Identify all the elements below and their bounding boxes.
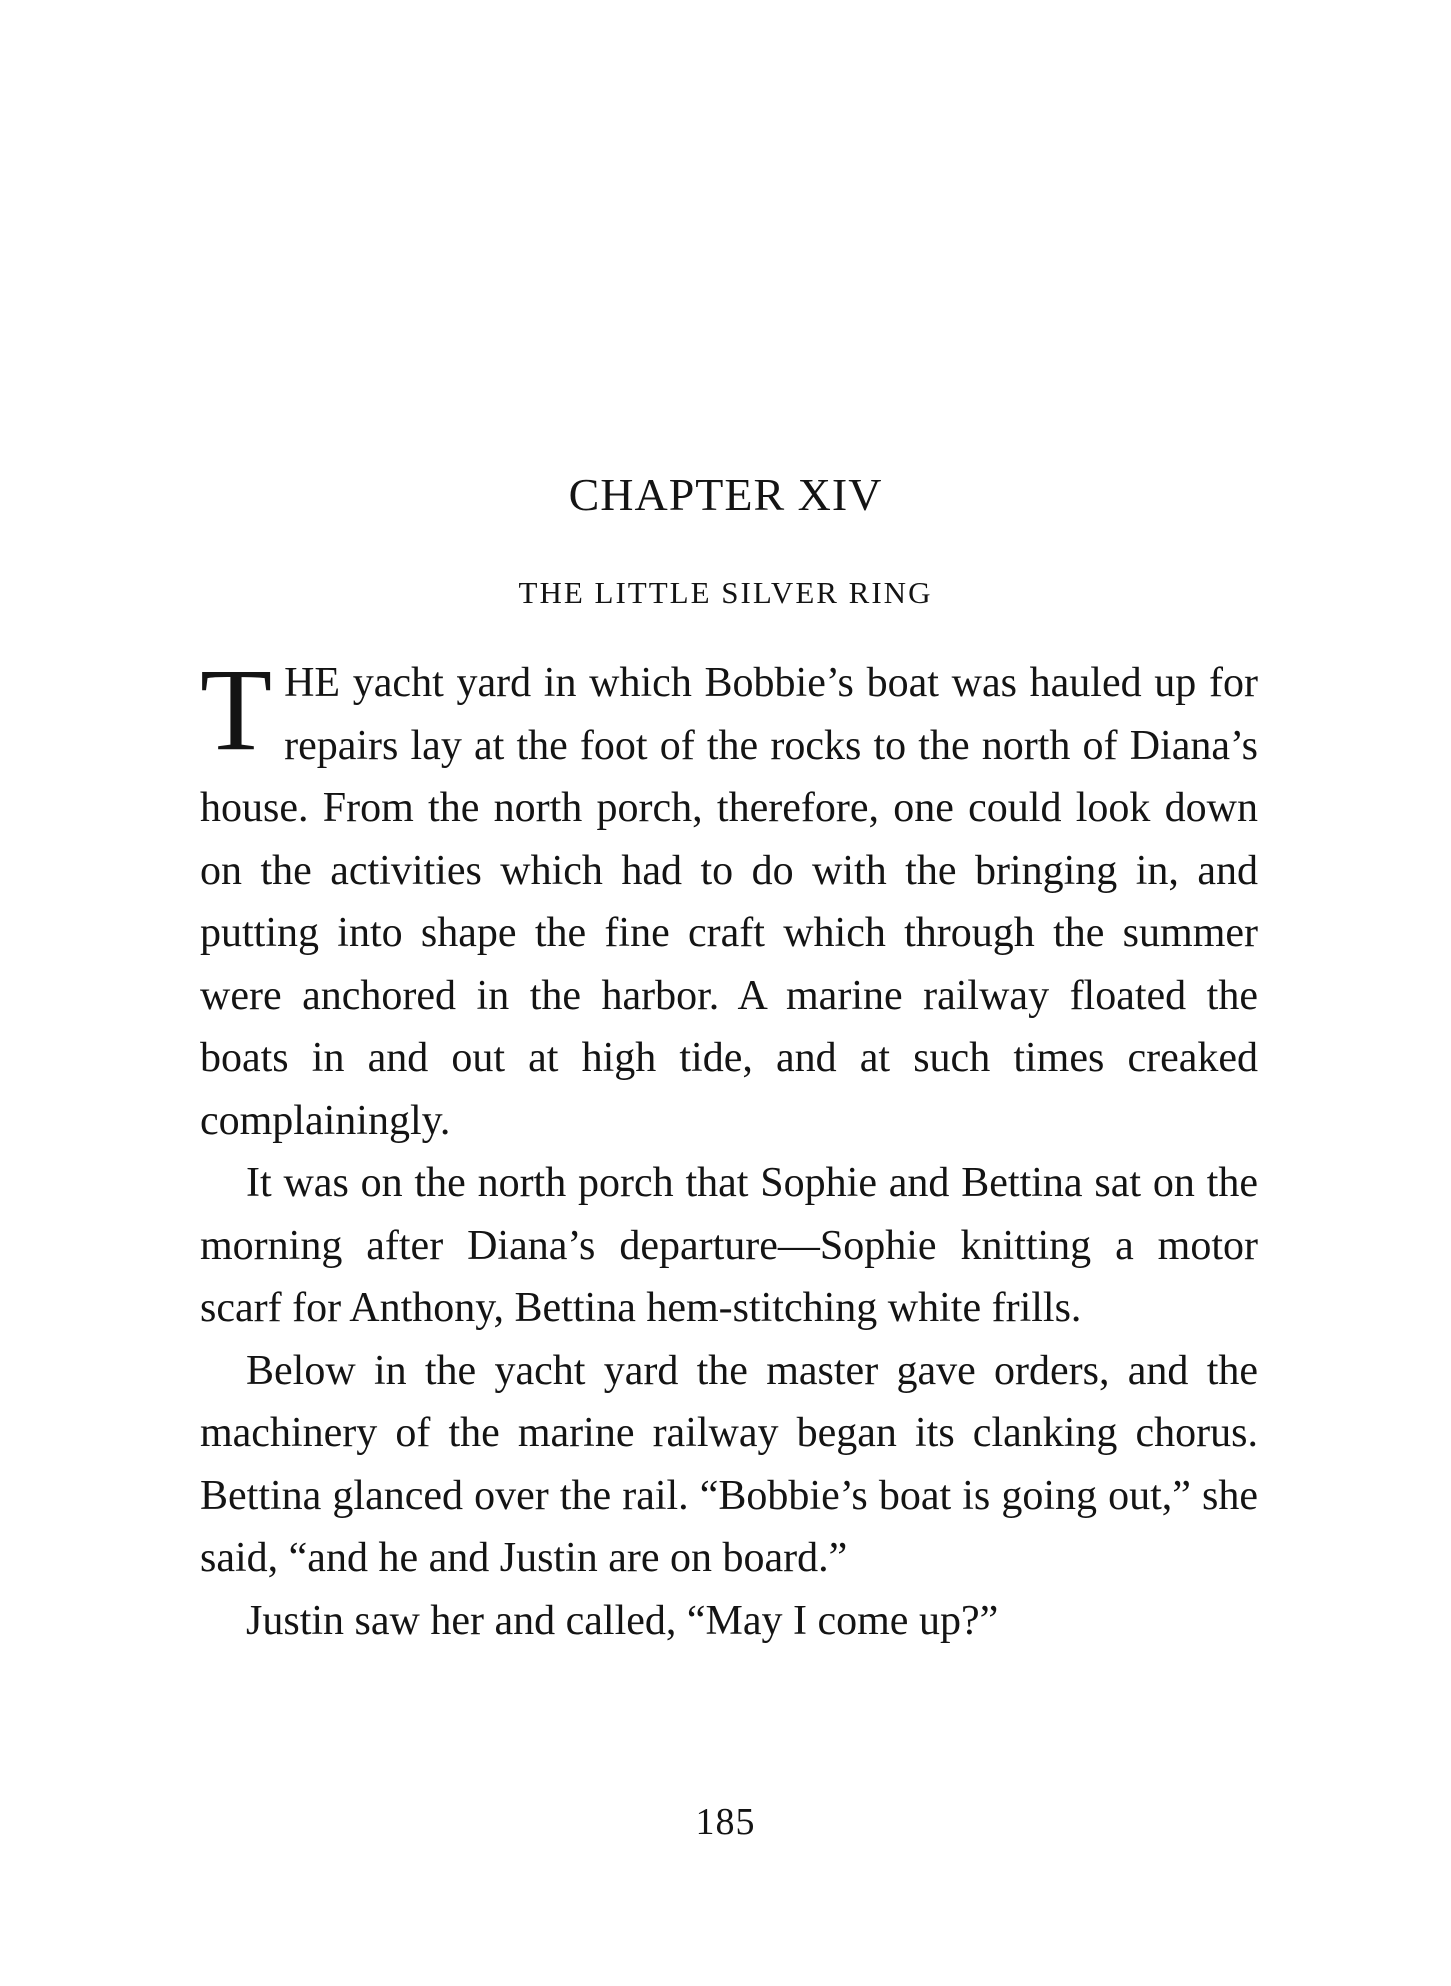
paragraph-1	[200, 644, 1258, 1152]
page-number: 185	[695, 1801, 756, 1843]
paragraph-2: It was on the north porch that Sophie and Bettina sat on the morning after Diana’s departure—Sophie knitting a motor scarf for Anthony, Bettina hem-stitching white frills.	[200, 1160, 1258, 1331]
paragraph-4: Justin saw her and called, “May I come up?”	[246, 1597, 999, 1644]
drop-cap: T	[200, 644, 273, 775]
chapter-title: THE LITTLE SILVER RING	[518, 575, 933, 610]
body-text	[200, 644, 1258, 1652]
chapter-number: CHAPTER XIV	[568, 469, 883, 520]
paragraph-1-text: HE yacht yard in which Bobbie’s boat was hauled up for repairs lay at the foot of the rocks to the north of Diana’s house. From the north porch, therefore, one could look down on the activities which had to do with the bringing in, and putting into shape the fine craft which through the summer were anchored in the harbor. A marine railway floated the boats in and out at high tide, and at such times creaked complainingly.	[200, 660, 1258, 1144]
paragraph-3: Below in the yacht yard the master gave orders, and the machinery of the marine railway began its clanking chorus. Bettina glanced over the rail. “Bobbie’s boat is going out,” she said, “and he and Justin are on board.”	[200, 1347, 1258, 1581]
